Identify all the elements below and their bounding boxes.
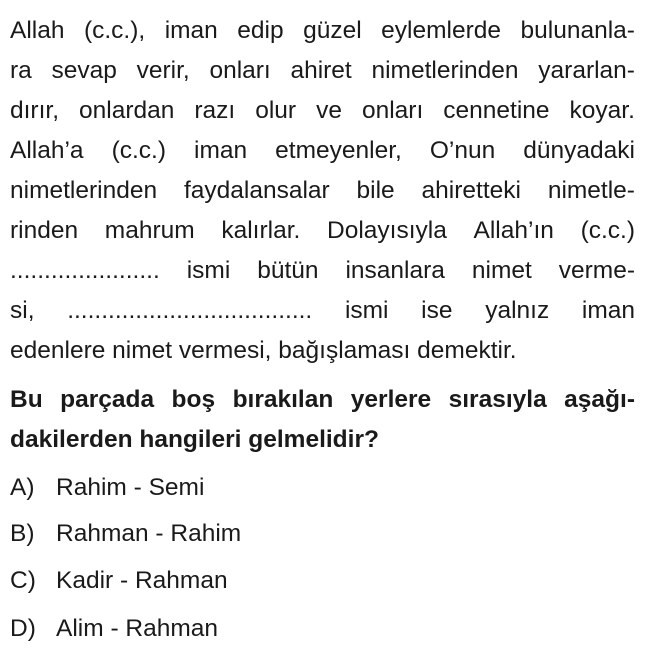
passage-line-5 bbox=[10, 171, 635, 211]
blank-2: .................................... bbox=[67, 297, 313, 324]
passage-line-2 bbox=[10, 51, 635, 91]
option-letter: C) bbox=[10, 567, 36, 594]
word: verir, bbox=[136, 57, 190, 84]
blank-1: ...................... bbox=[10, 257, 160, 284]
passage-line-4 bbox=[10, 131, 635, 171]
word: onlardan bbox=[79, 97, 175, 124]
word: insanlara bbox=[345, 257, 445, 284]
word: (c.c.) bbox=[580, 217, 635, 244]
word: razı bbox=[194, 97, 236, 124]
word: Allah’a bbox=[10, 137, 84, 164]
word: yerlere bbox=[350, 386, 432, 413]
word: ismi bbox=[344, 297, 389, 324]
word: dırır, bbox=[10, 97, 60, 124]
word: bulunanla- bbox=[520, 17, 635, 44]
word: Bu bbox=[10, 386, 43, 413]
word: olur bbox=[255, 97, 297, 124]
word: edip bbox=[237, 17, 284, 44]
question-line-1 bbox=[10, 380, 635, 420]
passage-line-9: edenlere nimet vermesi, bağışlaması demektir. bbox=[10, 337, 517, 364]
word: eylemlerde bbox=[381, 17, 502, 44]
word: koyar. bbox=[569, 97, 635, 124]
word: kalırlar. bbox=[221, 217, 301, 244]
word: iman bbox=[194, 137, 248, 164]
option-c[interactable] bbox=[10, 561, 228, 601]
word: mahrum bbox=[104, 217, 195, 244]
word: faydalansalar bbox=[183, 177, 330, 204]
option-text: Rahman - Rahim bbox=[56, 520, 242, 547]
word: boş bbox=[171, 386, 216, 413]
word: si, bbox=[10, 297, 35, 324]
word: nimetlerinden bbox=[10, 177, 158, 204]
word: iman bbox=[581, 297, 635, 324]
passage-line-6 bbox=[10, 211, 635, 251]
option-letter: A) bbox=[10, 474, 35, 501]
word: Allah’ın bbox=[473, 217, 554, 244]
word: dünyadaki bbox=[523, 137, 635, 164]
word: Allah bbox=[10, 17, 65, 44]
word: O’nun bbox=[429, 137, 496, 164]
word: yalnız bbox=[485, 297, 550, 324]
word: ve bbox=[316, 97, 342, 124]
word: nimetle- bbox=[547, 177, 635, 204]
option-text: Kadir - Rahman bbox=[56, 567, 228, 594]
option-text: Alim - Rahman bbox=[56, 615, 219, 642]
word: ahiret bbox=[290, 57, 352, 84]
word: güzel bbox=[303, 17, 362, 44]
option-text: Rahim - Semi bbox=[56, 474, 205, 501]
question-line-2: dakilerden hangileri gelmelidir? bbox=[10, 426, 379, 453]
word: nimetlerinden bbox=[371, 57, 519, 84]
option-letter: B) bbox=[10, 520, 35, 547]
word: ra bbox=[10, 57, 32, 84]
word: nimet bbox=[471, 257, 532, 284]
word: rinden bbox=[10, 217, 79, 244]
word: Dolayısıyla bbox=[327, 217, 447, 244]
word: iman bbox=[164, 17, 218, 44]
word: onları bbox=[361, 97, 424, 124]
option-d[interactable] bbox=[10, 609, 218, 649]
word: ahiretteki bbox=[421, 177, 521, 204]
word: ise bbox=[421, 297, 453, 324]
word: ismi bbox=[186, 257, 231, 284]
option-letter: D) bbox=[10, 615, 36, 642]
passage-line-3 bbox=[10, 91, 635, 131]
word: verme- bbox=[558, 257, 635, 284]
word: aşağı- bbox=[564, 386, 635, 413]
option-a[interactable] bbox=[10, 468, 204, 508]
word: (c.c.) bbox=[111, 137, 167, 164]
word: bırakılan bbox=[232, 386, 334, 413]
word: yararlan- bbox=[538, 57, 635, 84]
word: onları bbox=[209, 57, 271, 84]
word: parçada bbox=[60, 386, 155, 413]
word: sevap bbox=[51, 57, 117, 84]
word: bile bbox=[356, 177, 395, 204]
word: etmeyenler, bbox=[275, 137, 402, 164]
option-b[interactable] bbox=[10, 514, 241, 554]
word: bütün bbox=[257, 257, 319, 284]
word: cennetine bbox=[443, 97, 550, 124]
word: (c.c.), bbox=[83, 17, 146, 44]
passage-line-7 bbox=[10, 251, 635, 291]
passage-line-1 bbox=[10, 11, 635, 51]
passage-line-8 bbox=[10, 291, 635, 331]
word: sırasıyla bbox=[448, 386, 547, 413]
